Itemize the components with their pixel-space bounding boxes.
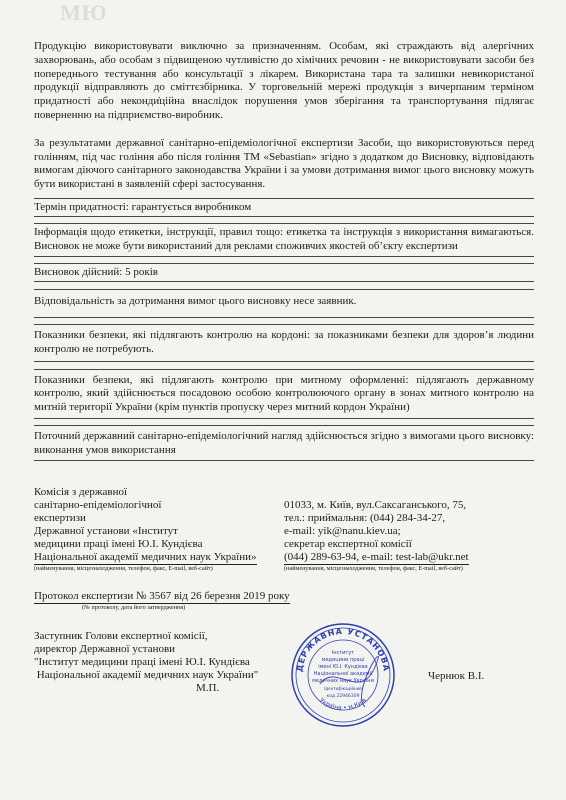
labeling-info: Інформація щодо етикетки, інструкції, правил тощо: етикетка та інструкція з використання вимагаються. Висновок не може бути використаний для реклами споживчих якостей об’єкту експертизи	[34, 225, 534, 252]
stamp-code: код 22946309	[326, 694, 360, 699]
commission-underlined: Національної академії медичних наук України»	[34, 551, 257, 563]
validity: Висновок дійсний: 5 років	[34, 266, 158, 279]
responsibility: Відповідальність за дотримання вимог цього висновку несе заявник.	[34, 295, 357, 308]
stamp-inner-line: медичних наук України	[312, 678, 374, 684]
header-watermark: МЮ	[60, 0, 108, 25]
phone-line: тел.: приймальня: (044) 284-34-27,	[284, 512, 446, 524]
signature-block	[34, 630, 534, 695]
commission-line: Комісія з державної	[34, 486, 128, 498]
protocol-caption: (№ протоколу, дата його затвердження)	[82, 604, 186, 611]
mp-mark: М.П.	[196, 682, 220, 694]
shelf-life: Термін придатності: гарантується виробником	[34, 200, 252, 213]
commission-line: санітарно-епідеміологічної	[34, 499, 162, 511]
commission-line: медицини праці імені Ю.І. Кундієва	[34, 538, 203, 550]
stamp-inner-line: Національної академії	[313, 671, 373, 677]
contacts-caption: (найменування, місцезнаходження, телефон, факс, E-mail, веб-сайт)	[284, 565, 463, 572]
supervision: Поточний державний санітарно-епідеміологічний нагляд здійснюється згідно з вимогами цього висновку: виконання умов використання	[34, 429, 534, 456]
stamp-inner-line: Інститут	[331, 650, 355, 656]
stamp-seal-icon	[290, 622, 396, 728]
stamp-code-label: Ідентифікаційний	[324, 686, 362, 691]
stamp-inner-line: медицини праці	[321, 657, 365, 663]
customs-control: Показники безпеки, які підлягають контролю при митному оформленні: підлягають державному контролю, який здійснюється посадовою особою контролюючого органу в зонах митного контролю на митній території України (крім пунктів пропуску через митний кордон України)	[34, 373, 534, 414]
email-line: e-mail: yik@nanu.kiev.ua;	[284, 525, 401, 537]
document-body	[34, 40, 534, 461]
conclusion-paragraph: За результатами державної санітарно-епідеміологічної експертизи Засоби, що використовуються перед голінням, під час гоління або після гоління ТМ «Sebastian» згідно з додатком до Висновку, відповідають вимогам діючого санітарного законодавства України і за умови дотримання вимог цього висновку можуть бути використані в заявленій сфері застосування.	[34, 136, 534, 191]
signatory-name: Чернюк В.І.	[428, 670, 485, 682]
protocol-block	[34, 590, 534, 612]
protocol-text: Протокол експертизи № 3567 від 26 березня 2019 року	[34, 590, 290, 602]
stamp-outer-text: ДЕРЖАВНА УСТАНОВА	[295, 626, 391, 673]
signature-line: Національної академії медичних наук України"	[34, 669, 259, 681]
signature-line: "Інститут медицини праці імені Ю.І. Кундієва	[34, 656, 250, 668]
commission-line: експертизи	[34, 512, 86, 524]
secretary-line: секретар експертної комісії	[284, 538, 412, 550]
signature-line: Заступник Голови експертної комісії,	[34, 630, 208, 642]
commission-caption: (найменування, місцезнаходження, телефон, факс, E-mail, веб-сайт)	[34, 565, 213, 572]
secretary-contacts: (044) 289-63-94, e-mail: test-lab@ukr.net	[284, 551, 469, 563]
address-line: 01033, м. Київ, вул.Саксаганського, 75,	[284, 499, 467, 511]
commission-right	[284, 499, 534, 573]
signature-line: директор Державної установи	[34, 643, 176, 655]
usage-paragraph: Продукцію використовувати виключно за призначенням. Особам, які страждають від алергічних захворювань, або особам з підвищеною чутливістю до хімічних речовин - не використовувати засоби без попереднього тестування або консультації з лікарем. Використана тара та залишки невикористаної продукції відправляють до сміттєзбірника. У торговельній мережі продукція з вичерпаним терміном придатності або неконди̇ційна внаслідок порушення умов зберігання та транспортування підлягає поверненню на підприємство-виробник.	[34, 40, 534, 121]
official-stamp	[290, 622, 396, 728]
commission-left	[34, 486, 274, 573]
stamp-inner-line: імені Ю.І. Кундієва	[318, 664, 368, 670]
border-control: Показники безпеки, які підлягають контролю на кордоні: за показниками безпеки для здоров’я людини контролю не потребують.	[34, 328, 534, 355]
stamp-bottom-text: Україна • м.Київ	[318, 696, 368, 712]
commission-line: Державної установи «Інститут	[34, 525, 178, 537]
